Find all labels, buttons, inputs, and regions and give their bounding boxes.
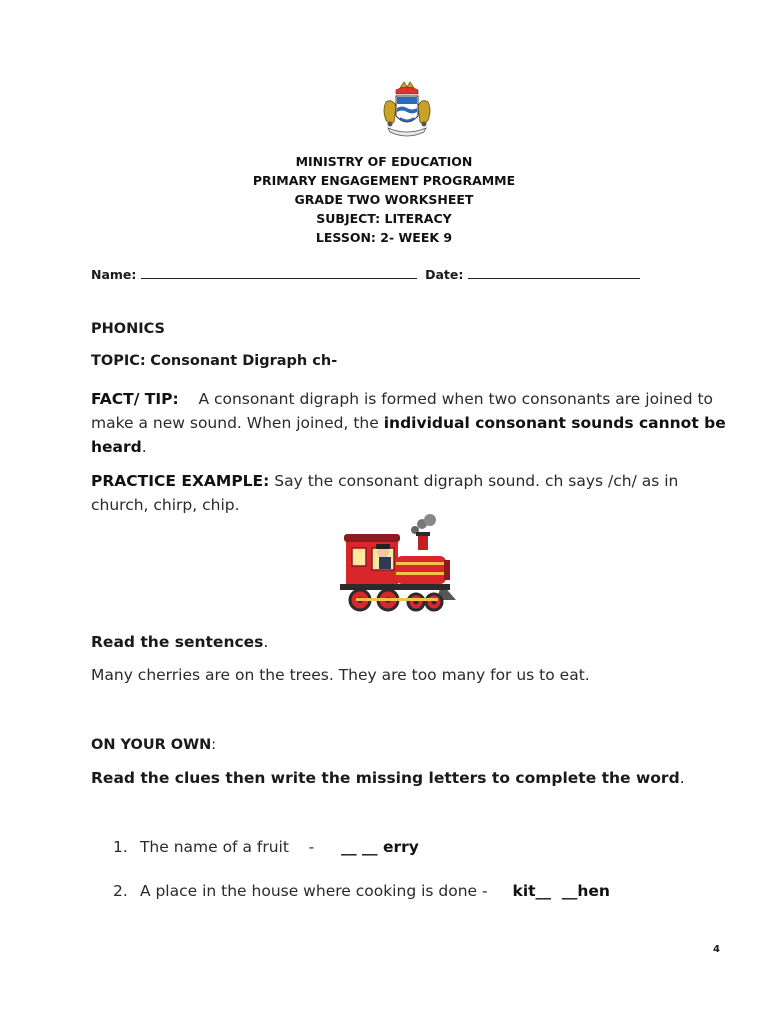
fact-label: FACT/ TIP [91,390,173,408]
topic-label: TOPIC: [91,353,146,369]
practice-label: PRACTICE EXAMPLE [91,472,264,490]
fact-end: . [141,438,147,456]
answer-blank[interactable]: __ __ erry [341,838,419,856]
coat-of-arms-icon [378,80,436,140]
name-date-line [91,266,640,282]
own-heading: ON YOUR OWN: [91,737,217,753]
header-lesson: LESSON: 2- WEEK 9 [315,230,453,245]
clue-text: A place in the house where cooking is done - [139,882,488,900]
header-subject: SUBJECT: LITERACY [316,211,452,226]
page-number: 4 [713,944,720,955]
header-grade: GRADE TWO WORKSHEET [294,192,474,207]
list-item-number: 2. [113,882,128,900]
list-item-number: 1. [113,838,128,856]
header-ministry: MINISTRY OF EDUCATION [295,154,473,169]
train-illustration-icon [332,512,458,616]
read-sentence: Many cherries are on the trees. They are too many for us to eat. [91,666,590,684]
list-item [113,838,419,856]
topic-line [91,353,337,369]
own-instruction: Read the clues then write the missing letters to complete the word. [91,769,685,787]
worksheet-header [0,152,768,247]
fact-text: A consonant digraph is formed when two consonants are joined to make a new sound. When joined, the [91,390,714,432]
fact-colon: : [172,390,179,408]
name-label: Name: [91,267,137,282]
practice-text: Say the consonant digraph sound. ch says /ch/ as in church, chirp, chip. [91,472,679,514]
date-field[interactable] [468,266,640,279]
answer-blank[interactable]: kit__ __hen [512,882,610,900]
topic-text: Consonant Digraph ch- [150,353,338,369]
fact-paragraph [91,387,731,459]
date-label: Date: [425,267,464,282]
name-field[interactable] [141,266,417,279]
fact-bold-text: individual consonant sounds cannot be heard [91,414,726,456]
phonics-heading: PHONICS [91,321,165,337]
practice-paragraph [91,469,731,517]
list-item [113,882,610,900]
practice-colon: : [263,472,270,490]
clue-text: The name of a fruit - [139,838,315,856]
header-programme: PRIMARY ENGAGEMENT PROGRAMME [252,173,516,188]
read-heading: Read the sentences. [91,633,269,651]
